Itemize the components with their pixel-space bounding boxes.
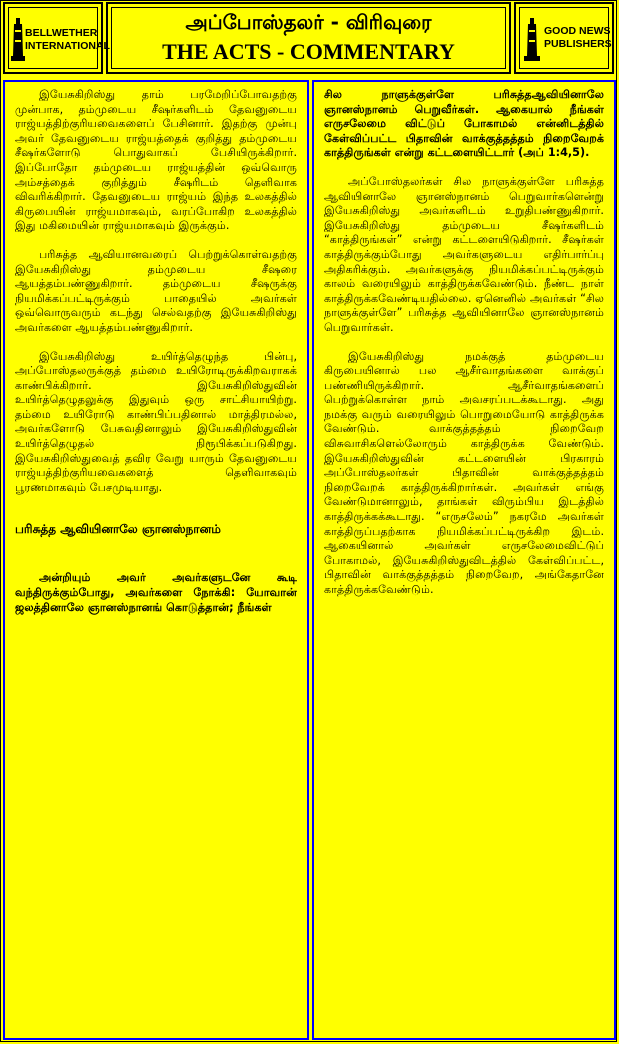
paragraph: பரிசுத்த ஆவியானவரைப் பெற்றுக்கொள்வதற்கு இயேசுகிறிஸ்து தம்முடைய சீஷரை ஆயத்தம்பண்ணுகிறார். தம்முடைய சீஷருக்கு நியமிக்கப்பட்டிருக்கும் பாதையில் அவர்கள் ஒவ்வொருவரும் கடந்து செல்வதற்கு இயேசுகிறிஸ்து அவர்களை ஆயத்தம்பண்ணுகிறார். — [15, 247, 297, 334]
title-english: THE ACTS - COMMENTARY — [162, 39, 455, 64]
paragraph: இயேசுகிறிஸ்து உயிர்த்தெழுந்த பின்பு, அப்போஸ்தலருக்குத் தம்மை உயிரோடிருக்கிறவராகக் காண்பிக்கிறார். இயேசுகிறிஸ்துவின் உயிர்த்தெழுதலுக்கு இதுவும் ஒரு சாட்சியாயிற்று. தம்மை உயிரோடு காண்பிப்பதினால் மாத்திரமல்ல, அவர்களோடு பேசுவதினாலும் இயேசுகிறிஸ்துவின் உயிர்த்தெழுதல் நிரூபிக்கப்படுகிறது. இயேசுகிறிஸ்துவைத் தவிர வேறு யாரும் தேவனுடைய ராஜ்யத்திற்குரியவைகளைத் தெளிவாகவும் பூரணமாகவும் பேசமுடியாது. — [15, 349, 297, 494]
title-box — [106, 2, 511, 74]
bellwether-logo — [3, 2, 110, 74]
good-news-logo — [514, 2, 614, 74]
section-heading: பரிசுத்த ஆவியினாலே ஞானஸ்நானம் — [15, 522, 221, 537]
header — [0, 0, 619, 80]
scripture-quote: அன்றியும் அவர் அவர்களுடனே கூடி வந்திருக்கும்போது, அவர்களை நோக்கி: யோவான் ஜலத்தினாலே ஞானஸ்நானங் கொடுத்தான்; நீங்கள் — [15, 571, 297, 614]
paragraph: அப்போஸ்தலர்கள் சில நாளுக்குள்ளே பரிசுத்த ஆவியினாலே ஞானஸ்நானம் பெறுவார்களென்று இயேசுகிறிஸ்து அவர்களிடம் உறுதிபண்ணுகிறார். இயேசுகிறிஸ்து தம்முடைய சீஷர்களிடம் “காத்திருங்கள்” என்று கட்டளையிடுகிறார். சீஷர்கள் காத்திருக்கும்போது அவர்களுடைய எதிர்பார்ப்பு அதிகரிக்கும். அவர்களுக்கு நியமிக்கப்பட்டிருக்கும் காலம் வரையிலும் காத்திருக்கவேண்டும். நீண்ட நாள் காத்திருக்கவேண்டியதில்லை. ஏனெனில் அவர்கள் “சில நாளுக்குள்ளே” பரிசுத்த ஆவியினாலே ஞானஸ்நானம் பெறுவார்கள். — [324, 174, 604, 334]
paragraph: இயேசுகிறிஸ்து நமக்குத் தம்முடைய கிருபையினால் பல ஆசீர்வாதங்களை வாக்குப் பண்ணியிருக்கிறார். ஆசீர்வாதங்களைப் பெற்றுக்கொள்ள நாம் அவசரப்படக்கூடாது. அது நமக்கு வரும் வரையிலும் பொறுமையோடு காத்திருக்க வேண்டும். வாக்குத்தத்தம் நிறைவேற விசுவாசிகளெல்லோரும் காத்திருக்க வேண்டும். இயேசுகிறிஸ்துவின் கட்டளையின் பிரகாரம் அப்போஸ்தலர்கள் பிதாவின் வாக்குத்தத்தம் நிறைவேறக் காத்திருக்கிறார்கள். அவர்கள் எங்கு வேண்டுமானாலும், தாங்கள் விரும்பிய இடத்தில் காத்திருக்கக்கூடாது. “எருசலேம்” நகரமே அவர்கள் காத்திருப்பதற்காக நியமிக்கப்பட்டிருக்கிற இடம். ஆகையினால் அவர்கள் எருசலேமைவிட்டுப் போகாமல், இயேசுகிறிஸ்துவிடத்தில் கேள்விப்பட்ட, பிதாவின் வாக்குத்தத்தம் நிறைவேற, அங்கேதானே காத்திருக்கவேண்டும். — [324, 349, 604, 596]
bellwether-logo-text: BELLWETHER INTERNATIONAL — [25, 27, 110, 52]
left-column — [3, 80, 309, 1040]
paragraph: இயேசுகிறிஸ்து தாம் பரமேறிப்போவதற்கு முன்பாக, தம்முடைய சீஷர்களிடம் தேவனுடைய ராஜ்யத்திற்குரியவைகளைப் பேசினார். இதற்கு முன்பு அவர் தேவனுடைய ராஜ்யத்தைக் குறித்து தம்முடைய சீஷர்களோடு பொதுவாகப் பேசியிருக்கிறார். இப்போதோ தம்முடைய ராஜ்யத்தின் ஒவ்வொரு அம்சத்தைக் குறித்தும் சீஷரிடம் தெளிவாக விவரிக்கிறார். தேவனுடைய ராஜ்யம் இந்த உலகத்தில் கிருபையின் ராஜ்யமாகவும், வரப்போகிற உலகத்தில் இது மகிமையின் ராஜ்யமாகவும் இருக்கும். — [15, 88, 297, 233]
left-column-text — [15, 88, 297, 629]
title-tamil: அப்போஸ்தலர் - விரிவுரை — [185, 10, 432, 34]
scripture-quote-continued: சில நாளுக்குள்ளே பரிசுத்தஆவியினாலே ஞானஸ்நானம் பெறுவீர்கள். ஆகையால் நீங்கள் எருசலேமை விட்டுப் போகாமல் என்னிடத்தில் கேள்விப்பட்ட பிதாவின் வாக்குத்தத்தம் நிறைவேறக் காத்திருங்கள் என்று கட்டளையிட்டார் (அப் 1:4,5). — [324, 88, 604, 160]
right-column-text — [324, 88, 604, 612]
good-news-logo-text: GOOD NEWS PUBLISHERS — [544, 25, 612, 50]
right-column — [312, 80, 616, 1040]
